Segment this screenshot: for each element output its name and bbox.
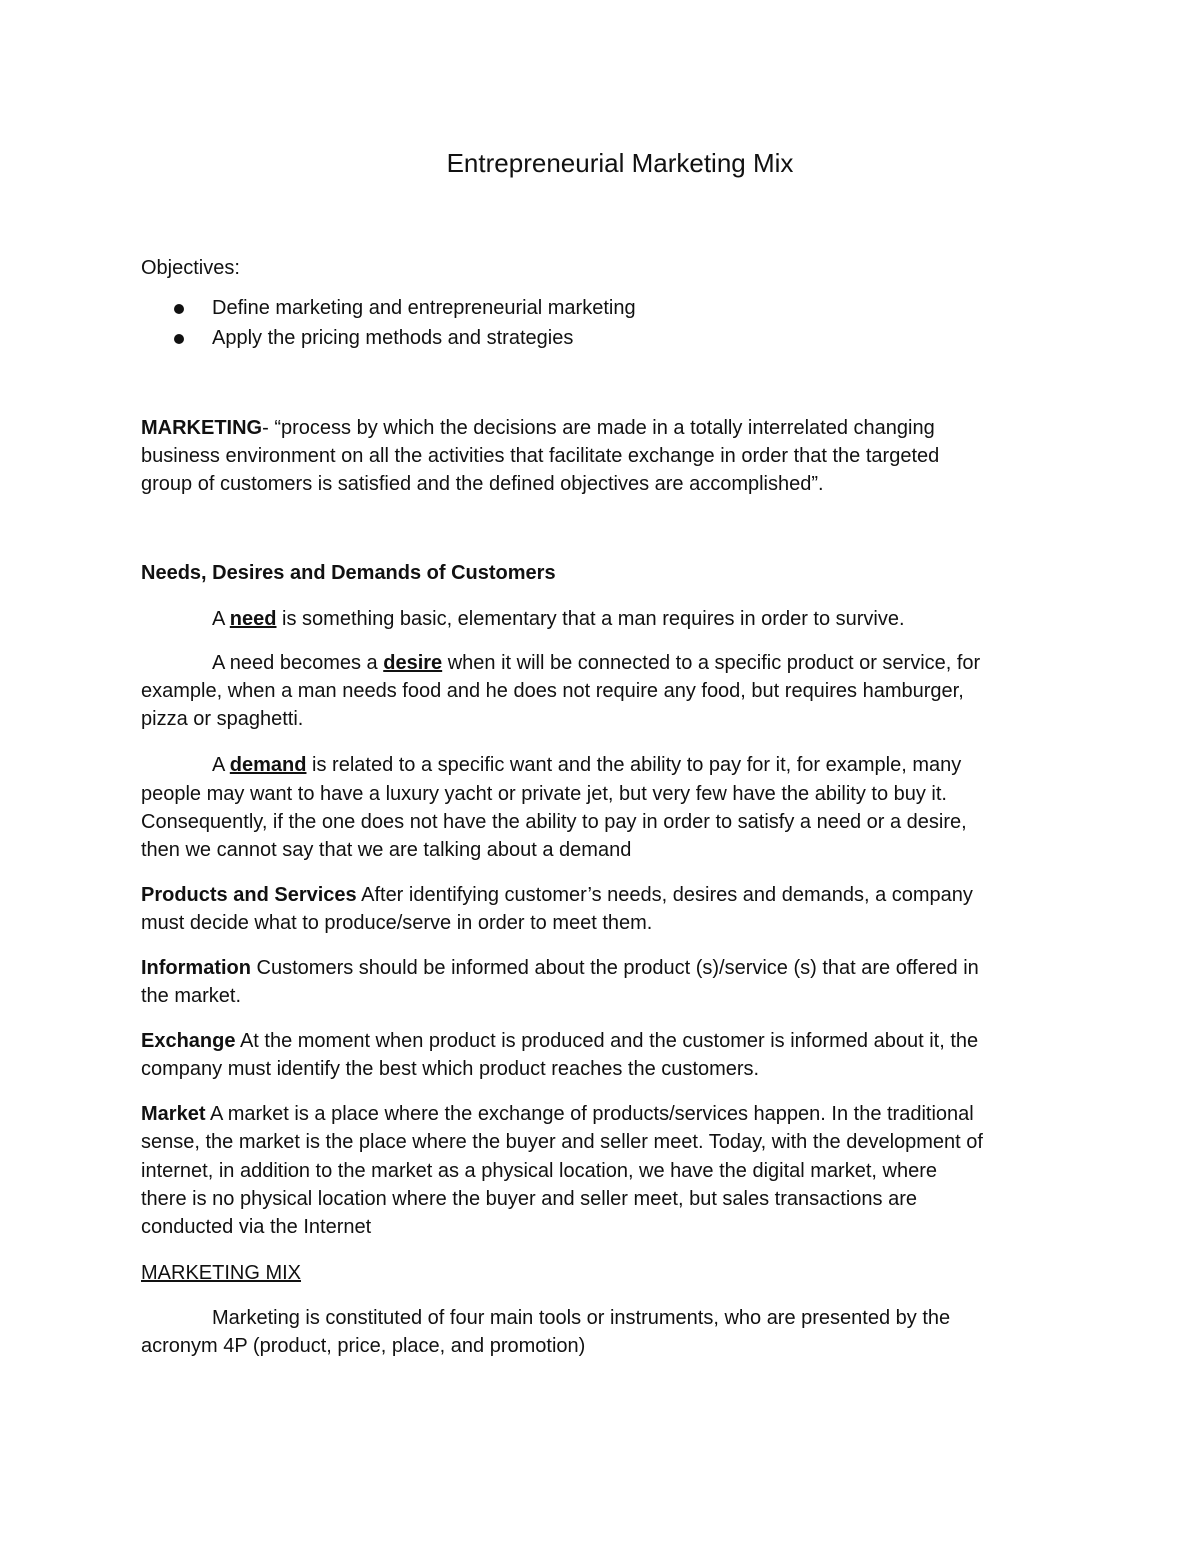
bullet-icon <box>174 334 184 344</box>
marketing-mix-heading: MARKETING MIX <box>141 1262 302 1284</box>
information-line: the market. <box>141 985 242 1007</box>
marketing-term: MARKETING <box>141 417 263 439</box>
market-line: conducted via the Internet <box>141 1216 372 1238</box>
marketing-definition-line: business environment on all the activities that facilitate exchange in order that the targeted <box>141 445 940 467</box>
market-line: internet, in addition to the market as a physical location, we have the digital market, where <box>141 1160 937 1182</box>
bullet-icon <box>174 304 184 314</box>
exchange-term: Exchange <box>141 1030 236 1052</box>
demand-line: Consequently, if the one does not have the ability to pay in order to satisfy a need or a desire, <box>141 811 967 833</box>
desire-paragraph: A need becomes a desire when it will be connected to a specific product or service, for <box>212 652 981 674</box>
section-heading: Needs, Desires and Demands of Customers <box>141 562 556 584</box>
need-term: need <box>229 608 277 630</box>
desire-line: example, when a man needs food and he does not require any food, but requires hamburger, <box>141 680 964 702</box>
need-paragraph: A need is something basic, elementary that a man requires in order to survive. <box>212 608 905 630</box>
objectives-label: Objectives: <box>141 257 240 279</box>
demand-paragraph: A demand is related to a specific want and the ability to pay for it, for example, many <box>212 754 962 776</box>
desire-term: desire <box>383 652 443 674</box>
market-line: sense, the market is the place where the buyer and seller meet. Today, with the development of <box>141 1131 983 1153</box>
exchange-line: company must identify the best which product reaches the customers. <box>141 1058 760 1080</box>
products-paragraph: Products and Services After identifying customer’s needs, desires and demands, a company <box>141 884 973 906</box>
marketing-definition-line: group of customers is satisfied and the defined objectives are accomplished”. <box>141 473 824 495</box>
objective-item: Apply the pricing methods and strategies <box>212 327 574 349</box>
information-paragraph: Information Customers should be informed about the product (s)/service (s) that are offered in <box>141 957 979 979</box>
mix-line: acronym 4P (product, price, place, and promotion) <box>141 1335 586 1357</box>
desire-line: pizza or spaghetti. <box>141 708 304 730</box>
mix-paragraph: Marketing is constituted of four main tools or instruments, who are presented by the <box>212 1307 951 1329</box>
market-line: there is no physical location where the buyer and seller meet, but sales transactions are <box>141 1188 917 1210</box>
information-term: Information <box>141 957 251 979</box>
exchange-paragraph: Exchange At the moment when product is produced and the customer is informed about it, the <box>141 1030 979 1052</box>
demand-term: demand <box>229 754 307 776</box>
demand-line: people may want to have a luxury yacht or private jet, but very few have the ability to buy it. <box>141 783 947 805</box>
market-term: Market <box>141 1103 206 1125</box>
document-title: Entrepreneurial Marketing Mix <box>446 148 794 178</box>
products-line: must decide what to produce/serve in order to meet them. <box>141 912 653 934</box>
market-paragraph: Market A market is a place where the exchange of products/services happen. In the traditional <box>141 1103 974 1125</box>
marketing-definition-line: MARKETING- “process by which the decisions are made in a totally interrelated changing <box>141 417 935 439</box>
objective-item: Define marketing and entrepreneurial marketing <box>212 297 636 319</box>
demand-line: then we cannot say that we are talking about a demand <box>141 839 632 861</box>
products-term: Products and Services <box>141 884 357 906</box>
